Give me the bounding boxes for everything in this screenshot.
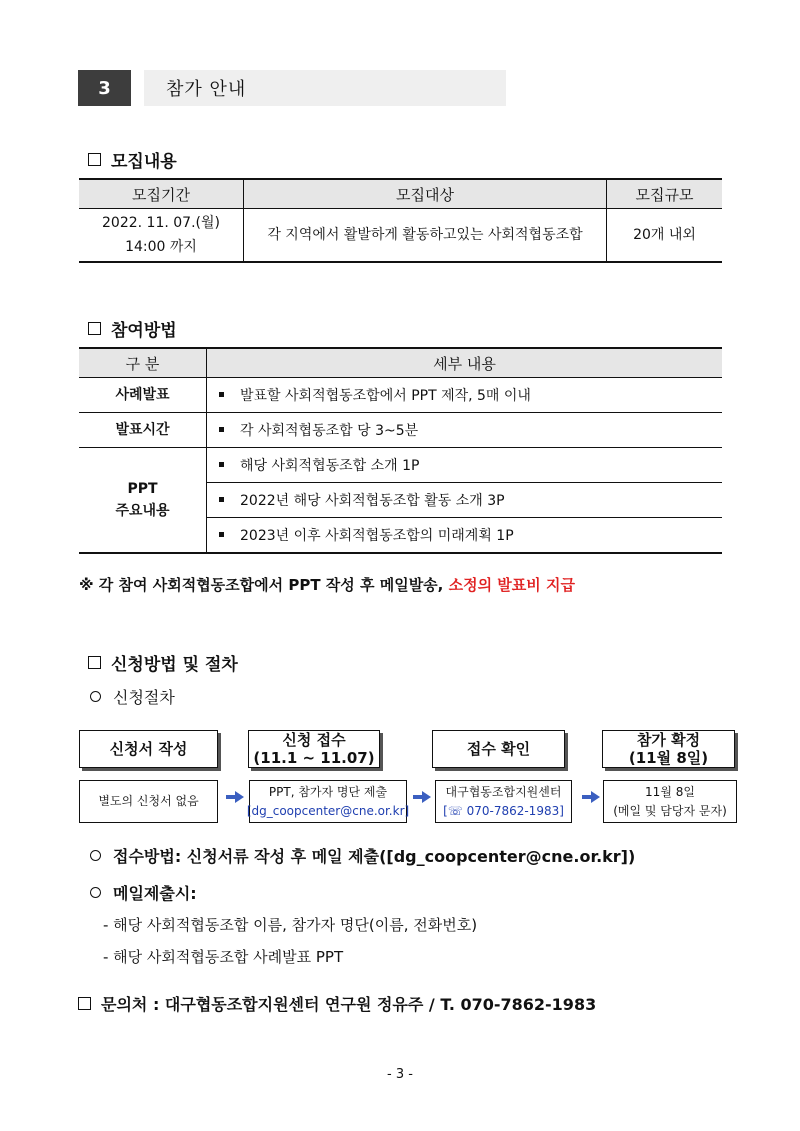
- ppt-item: 2023년 이후 사회적협동조합의 미래계획 1P: [207, 518, 723, 554]
- bullet-icon: [219, 392, 224, 397]
- submit-method-text: 접수방법: 신청서류 작성 후 메일 제출([dg_coopcenter@cne.or.kr]): [113, 847, 636, 866]
- checkbox-icon: [78, 997, 91, 1010]
- page-number: - 3 -: [387, 1067, 413, 1082]
- recruit-header-target: 모집대상: [244, 179, 607, 209]
- recruit-header-scale: 모집규모: [607, 179, 723, 209]
- method-table: [79, 347, 722, 554]
- section-title: 참가 안내: [166, 79, 247, 100]
- method-detail: 각 사회적협동조합 당 3~5분: [207, 413, 723, 448]
- ppt-category-line1: PPT: [127, 481, 158, 497]
- recruit-table: [79, 178, 722, 263]
- note: [79, 574, 575, 595]
- flow-detail-3: 대구협동조합지원센터 [☏ 070-7862-1983]: [435, 780, 572, 823]
- note-prefix: ※ 각 참여 사회적협동조합에서 PPT 작성 후 메일발송,: [79, 576, 449, 594]
- flow-detail-4: 11월 8일 (메일 및 담당자 문자): [603, 780, 737, 823]
- flow-step-2: 신청 접수 (11.1 ~ 11.07): [248, 730, 380, 768]
- email-items-label-text: 메일제출시:: [113, 884, 197, 903]
- circle-bullet-icon: [90, 850, 101, 861]
- method-heading: [88, 316, 177, 341]
- email-item: - 해당 사회적협동조합 이름, 참가자 명단(이름, 전화번호): [103, 916, 478, 934]
- flow-step-1: 신청서 작성: [79, 730, 218, 768]
- flow-detail-1: 별도의 신청서 없음: [79, 780, 218, 823]
- arrow-right-icon: [226, 791, 244, 803]
- method-header-category: 구 분: [79, 348, 207, 378]
- bullet-icon: [219, 462, 224, 467]
- recruit-heading: [88, 147, 177, 172]
- bullet-icon: [219, 497, 224, 502]
- section-number: 3: [78, 70, 131, 106]
- recruit-scale: 20개 내외: [607, 209, 723, 263]
- flow-detail-2: PPT, 참가자 명단 제출 [dg_coopcenter@cne.or.kr]: [249, 780, 407, 823]
- contact-text: 문의처 : 대구협동조합지원센터 연구원 정유주 / T. 070-7862-1983: [101, 995, 597, 1014]
- contact-info: [78, 992, 596, 1015]
- circle-bullet-icon: [90, 887, 101, 898]
- checkbox-icon: [88, 322, 101, 335]
- submit-method: [90, 844, 635, 867]
- section-title-box: [144, 70, 506, 106]
- apply-heading-text: 신청방법 및 절차: [111, 655, 238, 675]
- method-header-detail: 세부 내용: [207, 348, 723, 378]
- recruit-period-line1: 2022. 11. 07.(월): [102, 215, 220, 231]
- recruit-period-line2: 14:00 까지: [125, 239, 197, 255]
- method-detail: 발표할 사회적협동조합에서 PPT 제작, 5매 이내: [207, 378, 723, 413]
- checkbox-icon: [88, 153, 101, 166]
- ppt-item: 해당 사회적협동조합 소개 1P: [207, 448, 723, 483]
- apply-heading: [88, 650, 238, 675]
- circle-bullet-icon: [90, 691, 101, 702]
- arrow-right-icon: [413, 791, 431, 803]
- recruit-period: [79, 209, 244, 263]
- apply-subheading: [90, 685, 175, 708]
- email-items-label: [90, 881, 197, 904]
- note-highlight: 소정의 발표비 지급: [448, 576, 575, 594]
- bullet-icon: [219, 532, 224, 537]
- apply-subheading-text: 신청절차: [113, 688, 175, 707]
- recruit-header-period: 모집기간: [79, 179, 244, 209]
- recruit-heading-text: 모집내용: [111, 152, 177, 172]
- flow-step-3: 접수 확인: [432, 730, 565, 768]
- method-category: 발표시간: [79, 413, 207, 448]
- checkbox-icon: [88, 656, 101, 669]
- flow-step-4: 참가 확정 (11월 8일): [602, 730, 735, 768]
- method-category-ppt: [79, 448, 207, 554]
- method-heading-text: 참여방법: [111, 321, 177, 341]
- bullet-icon: [219, 427, 224, 432]
- ppt-item: 2022년 해당 사회적협동조합 활동 소개 3P: [207, 483, 723, 518]
- recruit-target: 각 지역에서 활발하게 활동하고있는 사회적협동조합: [244, 209, 607, 263]
- method-category: 사례발표: [79, 378, 207, 413]
- email-item: - 해당 사회적협동조합 사례발표 PPT: [103, 948, 344, 966]
- arrow-right-icon: [582, 791, 600, 803]
- ppt-category-line2: 주요내용: [115, 503, 170, 519]
